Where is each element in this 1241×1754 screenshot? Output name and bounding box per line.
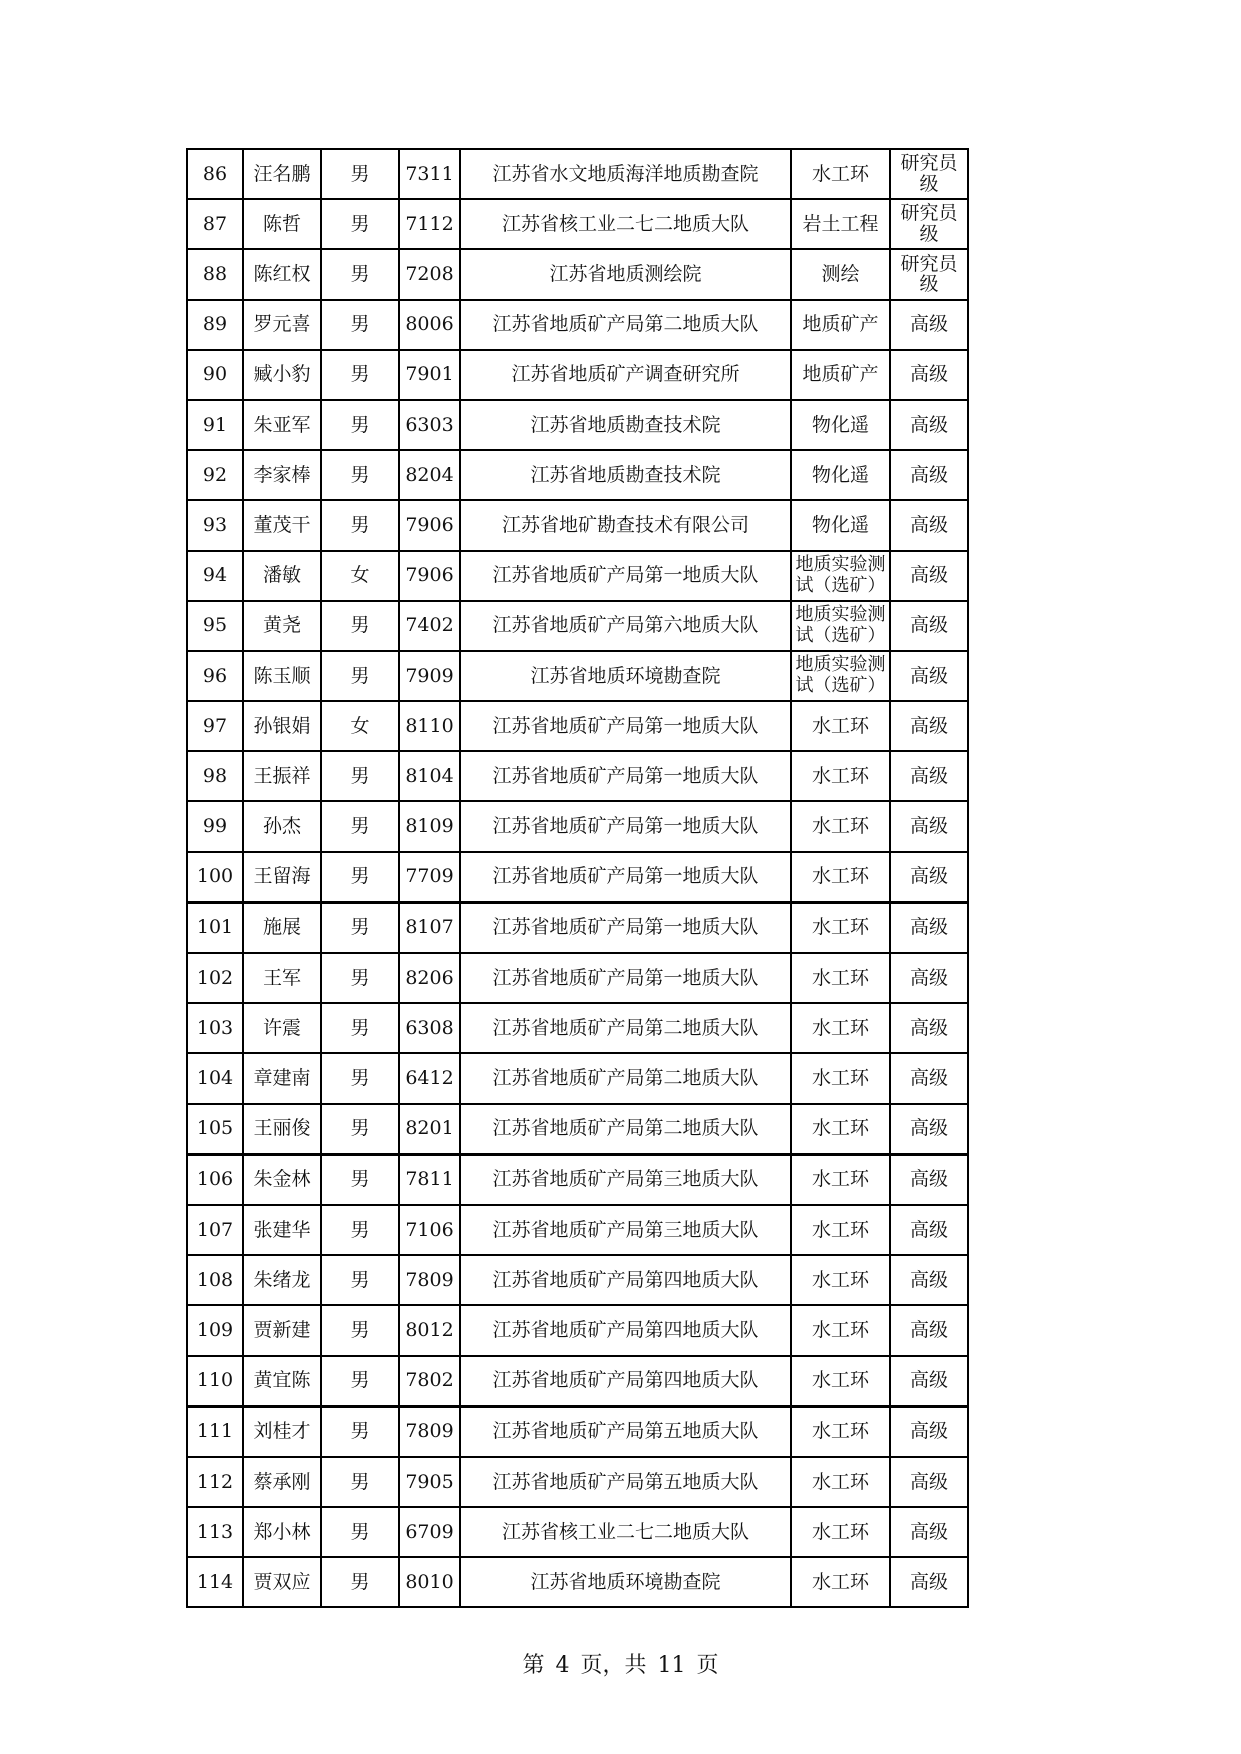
name-cell: 朱亚军 xyxy=(243,400,321,450)
name-cell: 施展 xyxy=(243,902,321,953)
title-level-cell: 高级 xyxy=(890,300,968,350)
birth-date-cell: 7112 xyxy=(399,199,460,249)
name-cell: 陈哲 xyxy=(243,199,321,249)
gender-cell: 男 xyxy=(321,1255,399,1305)
gender-cell: 女 xyxy=(321,551,399,601)
birth-date-cell: 7809 xyxy=(399,1255,460,1305)
organization-cell: 江苏省地质矿产局第一地质大队 xyxy=(460,852,791,903)
organization-cell: 江苏省地质环境勘查院 xyxy=(460,651,791,701)
title-level-cell: 高级 xyxy=(890,902,968,953)
organization-cell: 江苏省地质矿产局第四地质大队 xyxy=(460,1255,791,1305)
row-number-cell: 108 xyxy=(187,1255,243,1305)
gender-cell: 男 xyxy=(321,1406,399,1457)
title-level-cell: 研究员级 xyxy=(890,149,968,199)
name-cell: 董茂干 xyxy=(243,500,321,550)
title-level-cell: 高级 xyxy=(890,450,968,500)
row-number-cell: 100 xyxy=(187,852,243,903)
name-cell: 罗元喜 xyxy=(243,300,321,350)
birth-date-cell: 7709 xyxy=(399,852,460,903)
gender-cell: 男 xyxy=(321,199,399,249)
table-row xyxy=(187,902,968,953)
title-level-cell: 高级 xyxy=(890,751,968,801)
major-cell: 水工环 xyxy=(791,751,890,801)
major-cell: 水工环 xyxy=(791,1255,890,1305)
major-cell: 水工环 xyxy=(791,1154,890,1205)
major-cell: 水工环 xyxy=(791,1205,890,1255)
gender-cell: 男 xyxy=(321,350,399,400)
birth-date-cell: 7901 xyxy=(399,350,460,400)
gender-cell: 男 xyxy=(321,801,399,851)
organization-cell: 江苏省地质矿产局第一地质大队 xyxy=(460,701,791,751)
birth-date-cell: 7906 xyxy=(399,500,460,550)
table-row xyxy=(187,1507,968,1557)
name-cell: 陈红权 xyxy=(243,249,321,299)
personnel-table xyxy=(186,148,969,1608)
gender-cell: 男 xyxy=(321,1557,399,1607)
title-level-cell: 高级 xyxy=(890,350,968,400)
organization-cell: 江苏省地质矿产局第二地质大队 xyxy=(460,1003,791,1053)
birth-date-cell: 8010 xyxy=(399,1557,460,1607)
birth-date-cell: 6308 xyxy=(399,1003,460,1053)
gender-cell: 男 xyxy=(321,601,399,651)
organization-cell: 江苏省地质矿产局第一地质大队 xyxy=(460,902,791,953)
name-cell: 章建南 xyxy=(243,1053,321,1103)
title-level-cell: 研究员级 xyxy=(890,199,968,249)
birth-date-cell: 6303 xyxy=(399,400,460,450)
major-cell: 水工环 xyxy=(791,1557,890,1607)
table-row xyxy=(187,1356,968,1407)
organization-cell: 江苏省地质矿产局第二地质大队 xyxy=(460,300,791,350)
row-number-cell: 107 xyxy=(187,1205,243,1255)
major-cell: 地质实验测试（选矿） xyxy=(791,601,890,651)
name-cell: 贾双应 xyxy=(243,1557,321,1607)
organization-cell: 江苏省地矿勘查技术有限公司 xyxy=(460,500,791,550)
name-cell: 王军 xyxy=(243,953,321,1003)
name-cell: 朱金林 xyxy=(243,1154,321,1205)
birth-date-cell: 7906 xyxy=(399,551,460,601)
table-row xyxy=(187,1457,968,1507)
birth-date-cell: 7811 xyxy=(399,1154,460,1205)
birth-date-cell: 6709 xyxy=(399,1507,460,1557)
organization-cell: 江苏省地质矿产局第一地质大队 xyxy=(460,953,791,1003)
organization-cell: 江苏省地质矿产局第三地质大队 xyxy=(460,1154,791,1205)
title-level-cell: 高级 xyxy=(890,601,968,651)
major-cell: 地质实验测试（选矿） xyxy=(791,551,890,601)
title-level-cell: 高级 xyxy=(890,953,968,1003)
name-cell: 王丽俊 xyxy=(243,1104,321,1155)
table-row xyxy=(187,1406,968,1457)
row-number-cell: 114 xyxy=(187,1557,243,1607)
name-cell: 汪名鹏 xyxy=(243,149,321,199)
row-number-cell: 91 xyxy=(187,400,243,450)
birth-date-cell: 7311 xyxy=(399,149,460,199)
name-cell: 潘敏 xyxy=(243,551,321,601)
birth-date-cell: 7402 xyxy=(399,601,460,651)
row-number-cell: 99 xyxy=(187,801,243,851)
organization-cell: 江苏省地质矿产局第一地质大队 xyxy=(460,751,791,801)
gender-cell: 男 xyxy=(321,300,399,350)
organization-cell: 江苏省地质矿产局第二地质大队 xyxy=(460,1104,791,1155)
title-level-cell: 高级 xyxy=(890,1053,968,1103)
gender-cell: 男 xyxy=(321,852,399,903)
title-level-cell: 高级 xyxy=(890,1406,968,1457)
gender-cell: 男 xyxy=(321,249,399,299)
title-level-cell: 高级 xyxy=(890,1305,968,1355)
table-row xyxy=(187,953,968,1003)
name-cell: 郑小林 xyxy=(243,1507,321,1557)
organization-cell: 江苏省地质勘查技术院 xyxy=(460,450,791,500)
title-level-cell: 高级 xyxy=(890,1003,968,1053)
major-cell: 水工环 xyxy=(791,953,890,1003)
row-number-cell: 94 xyxy=(187,551,243,601)
organization-cell: 江苏省地质矿产局第六地质大队 xyxy=(460,601,791,651)
organization-cell: 江苏省地质矿产局第一地质大队 xyxy=(460,551,791,601)
name-cell: 刘桂才 xyxy=(243,1406,321,1457)
title-level-cell: 高级 xyxy=(890,1557,968,1607)
name-cell: 许震 xyxy=(243,1003,321,1053)
gender-cell: 男 xyxy=(321,450,399,500)
birth-date-cell: 8204 xyxy=(399,450,460,500)
table-row xyxy=(187,249,968,299)
table-row xyxy=(187,551,968,601)
row-number-cell: 113 xyxy=(187,1507,243,1557)
name-cell: 蔡承刚 xyxy=(243,1457,321,1507)
name-cell: 王振祥 xyxy=(243,751,321,801)
title-level-cell: 高级 xyxy=(890,500,968,550)
organization-cell: 江苏省地质测绘院 xyxy=(460,249,791,299)
row-number-cell: 106 xyxy=(187,1154,243,1205)
row-number-cell: 101 xyxy=(187,902,243,953)
major-cell: 水工环 xyxy=(791,149,890,199)
gender-cell: 男 xyxy=(321,1053,399,1103)
organization-cell: 江苏省地质矿产局第四地质大队 xyxy=(460,1305,791,1355)
birth-date-cell: 7106 xyxy=(399,1205,460,1255)
gender-cell: 男 xyxy=(321,1154,399,1205)
organization-cell: 江苏省核工业二七二地质大队 xyxy=(460,1507,791,1557)
gender-cell: 男 xyxy=(321,500,399,550)
birth-date-cell: 8107 xyxy=(399,902,460,953)
row-number-cell: 92 xyxy=(187,450,243,500)
title-level-cell: 高级 xyxy=(890,651,968,701)
title-level-cell: 高级 xyxy=(890,1507,968,1557)
birth-date-cell: 8109 xyxy=(399,801,460,851)
organization-cell: 江苏省水文地质海洋地质勘查院 xyxy=(460,149,791,199)
gender-cell: 男 xyxy=(321,1205,399,1255)
name-cell: 孙杰 xyxy=(243,801,321,851)
table-row xyxy=(187,1154,968,1205)
major-cell: 水工环 xyxy=(791,1507,890,1557)
title-level-cell: 高级 xyxy=(890,1457,968,1507)
name-cell: 张建华 xyxy=(243,1205,321,1255)
gender-cell: 男 xyxy=(321,902,399,953)
major-cell: 水工环 xyxy=(791,852,890,903)
major-cell: 测绘 xyxy=(791,249,890,299)
birth-date-cell: 6412 xyxy=(399,1053,460,1103)
table-row xyxy=(187,400,968,450)
birth-date-cell: 8201 xyxy=(399,1104,460,1155)
name-cell: 孙银娟 xyxy=(243,701,321,751)
major-cell: 地质实验测试（选矿） xyxy=(791,651,890,701)
gender-cell: 女 xyxy=(321,701,399,751)
row-number-cell: 103 xyxy=(187,1003,243,1053)
major-cell: 水工环 xyxy=(791,1356,890,1407)
table-row xyxy=(187,1255,968,1305)
table-row xyxy=(187,149,968,199)
table-row xyxy=(187,852,968,903)
organization-cell: 江苏省地质矿产局第四地质大队 xyxy=(460,1356,791,1407)
birth-date-cell: 7909 xyxy=(399,651,460,701)
name-cell: 臧小豹 xyxy=(243,350,321,400)
row-number-cell: 89 xyxy=(187,300,243,350)
title-level-cell: 高级 xyxy=(890,1205,968,1255)
title-level-cell: 高级 xyxy=(890,801,968,851)
major-cell: 物化遥 xyxy=(791,400,890,450)
table-row xyxy=(187,701,968,751)
title-level-cell: 高级 xyxy=(890,701,968,751)
gender-cell: 男 xyxy=(321,651,399,701)
major-cell: 水工环 xyxy=(791,902,890,953)
page-footer: 第 4 页，共 11 页 xyxy=(522,1653,719,1678)
name-cell: 黄宜陈 xyxy=(243,1356,321,1407)
title-level-cell: 研究员级 xyxy=(890,249,968,299)
organization-cell: 江苏省地质勘查技术院 xyxy=(460,400,791,450)
birth-date-cell: 8012 xyxy=(399,1305,460,1355)
major-cell: 水工环 xyxy=(791,801,890,851)
name-cell: 黄尧 xyxy=(243,601,321,651)
table-row xyxy=(187,801,968,851)
row-number-cell: 104 xyxy=(187,1053,243,1103)
gender-cell: 男 xyxy=(321,1305,399,1355)
row-number-cell: 105 xyxy=(187,1104,243,1155)
title-level-cell: 高级 xyxy=(890,551,968,601)
organization-cell: 江苏省地质矿产局第二地质大队 xyxy=(460,1053,791,1103)
gender-cell: 男 xyxy=(321,149,399,199)
major-cell: 物化遥 xyxy=(791,500,890,550)
table-row xyxy=(187,1305,968,1355)
row-number-cell: 96 xyxy=(187,651,243,701)
title-level-cell: 高级 xyxy=(890,852,968,903)
major-cell: 岩土工程 xyxy=(791,199,890,249)
table-row xyxy=(187,350,968,400)
major-cell: 水工环 xyxy=(791,1406,890,1457)
title-level-cell: 高级 xyxy=(890,400,968,450)
major-cell: 水工环 xyxy=(791,1053,890,1103)
name-cell: 朱绪龙 xyxy=(243,1255,321,1305)
major-cell: 水工环 xyxy=(791,1457,890,1507)
birth-date-cell: 8104 xyxy=(399,751,460,801)
organization-cell: 江苏省地质矿产局第三地质大队 xyxy=(460,1205,791,1255)
title-level-cell: 高级 xyxy=(890,1255,968,1305)
row-number-cell: 97 xyxy=(187,701,243,751)
row-number-cell: 110 xyxy=(187,1356,243,1407)
row-number-cell: 93 xyxy=(187,500,243,550)
major-cell: 物化遥 xyxy=(791,450,890,500)
table-row xyxy=(187,1205,968,1255)
table-row xyxy=(187,751,968,801)
gender-cell: 男 xyxy=(321,1457,399,1507)
table-row xyxy=(187,1557,968,1607)
organization-cell: 江苏省地质矿产局第五地质大队 xyxy=(460,1406,791,1457)
row-number-cell: 112 xyxy=(187,1457,243,1507)
title-level-cell: 高级 xyxy=(890,1154,968,1205)
organization-cell: 江苏省地质矿产调查研究所 xyxy=(460,350,791,400)
gender-cell: 男 xyxy=(321,1104,399,1155)
table-row xyxy=(187,651,968,701)
organization-cell: 江苏省地质环境勘查院 xyxy=(460,1557,791,1607)
organization-cell: 江苏省地质矿产局第一地质大队 xyxy=(460,801,791,851)
row-number-cell: 98 xyxy=(187,751,243,801)
birth-date-cell: 8206 xyxy=(399,953,460,1003)
gender-cell: 男 xyxy=(321,751,399,801)
name-cell: 李家棒 xyxy=(243,450,321,500)
major-cell: 地质矿产 xyxy=(791,300,890,350)
birth-date-cell: 8006 xyxy=(399,300,460,350)
row-number-cell: 90 xyxy=(187,350,243,400)
birth-date-cell: 7208 xyxy=(399,249,460,299)
birth-date-cell: 8110 xyxy=(399,701,460,751)
birth-date-cell: 7802 xyxy=(399,1356,460,1407)
name-cell: 陈玉顺 xyxy=(243,651,321,701)
major-cell: 水工环 xyxy=(791,1104,890,1155)
gender-cell: 男 xyxy=(321,953,399,1003)
name-cell: 王留海 xyxy=(243,852,321,903)
table-row xyxy=(187,601,968,651)
name-cell: 贾新建 xyxy=(243,1305,321,1355)
row-number-cell: 102 xyxy=(187,953,243,1003)
major-cell: 水工环 xyxy=(791,1305,890,1355)
birth-date-cell: 7809 xyxy=(399,1406,460,1457)
row-number-cell: 87 xyxy=(187,199,243,249)
birth-date-cell: 7905 xyxy=(399,1457,460,1507)
gender-cell: 男 xyxy=(321,1356,399,1407)
major-cell: 地质矿产 xyxy=(791,350,890,400)
table-row xyxy=(187,1003,968,1053)
title-level-cell: 高级 xyxy=(890,1356,968,1407)
table-row xyxy=(187,450,968,500)
row-number-cell: 95 xyxy=(187,601,243,651)
row-number-cell: 86 xyxy=(187,149,243,199)
organization-cell: 江苏省地质矿产局第五地质大队 xyxy=(460,1457,791,1507)
major-cell: 水工环 xyxy=(791,1003,890,1053)
row-number-cell: 88 xyxy=(187,249,243,299)
gender-cell: 男 xyxy=(321,1507,399,1557)
row-number-cell: 109 xyxy=(187,1305,243,1355)
organization-cell: 江苏省核工业二七二地质大队 xyxy=(460,199,791,249)
table-row xyxy=(187,1053,968,1103)
gender-cell: 男 xyxy=(321,400,399,450)
table-row xyxy=(187,300,968,350)
major-cell: 水工环 xyxy=(791,701,890,751)
gender-cell: 男 xyxy=(321,1003,399,1053)
table-row xyxy=(187,500,968,550)
table-row xyxy=(187,1104,968,1155)
table-row xyxy=(187,199,968,249)
title-level-cell: 高级 xyxy=(890,1104,968,1155)
row-number-cell: 111 xyxy=(187,1406,243,1457)
